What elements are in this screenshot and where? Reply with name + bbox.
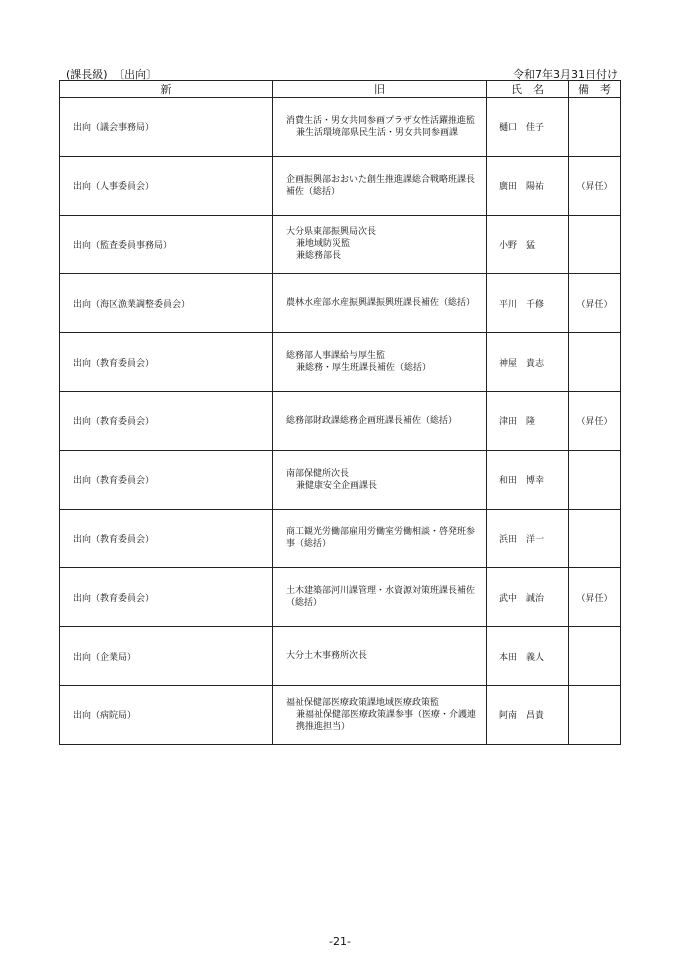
new-post-cell: 出向（人事委員会）: [60, 156, 273, 215]
person-name-cell: 樋口 佳子: [487, 98, 569, 157]
remarks-cell: （昇任）: [569, 274, 621, 333]
remarks-cell: （昇任）: [569, 156, 621, 215]
new-post-cell: 出向（企業局）: [60, 627, 273, 686]
remarks-cell: [569, 333, 621, 392]
table-row: [60, 333, 621, 392]
section-heading: (課長級) 〔出向〕: [66, 68, 158, 81]
remarks-cell: [569, 685, 621, 744]
remarks-cell: [569, 215, 621, 274]
table-row: [60, 156, 621, 215]
person-name-cell: 津田 隆: [487, 391, 569, 450]
person-name-cell: 神屋 貴志: [487, 333, 569, 392]
old-post-cell: [273, 215, 487, 274]
page-number: -21-: [329, 935, 351, 948]
table-row: [60, 627, 621, 686]
effective-date: 令和7年3月31日付け: [513, 68, 618, 81]
table-row: [60, 274, 621, 333]
old-post-cell: [273, 156, 487, 215]
person-name-cell: 阿南 昌貴: [487, 685, 569, 744]
old-post-line: 企画振興部おおいた創生推進課総合戦略班課長補佐（総括）: [286, 174, 476, 197]
old-post-line: 消費生活・男女共同参画プラザ女性活躍推進監: [286, 115, 476, 126]
table-row: [60, 98, 621, 157]
new-post-cell: 出向（病院局）: [60, 685, 273, 744]
new-post-cell: 出向（監査委員事務局）: [60, 215, 273, 274]
old-post-line: 兼生活環境部県民生活・男女共同参画課: [296, 127, 459, 138]
person-name-cell: 本田 義人: [487, 627, 569, 686]
table-row: [60, 391, 621, 450]
person-name-cell: 小野 猛: [487, 215, 569, 274]
table-row: [60, 215, 621, 274]
old-post-cell: [273, 274, 487, 333]
table-row: [60, 450, 621, 509]
table-header-row: [60, 81, 621, 98]
old-post-cell: [273, 450, 487, 509]
old-post-line: 兼健康安全企画課長: [296, 480, 378, 491]
old-post-line: 大分土木事務所次長: [286, 651, 368, 662]
old-post-line: 総務部人事課給与厚生監: [286, 351, 386, 362]
old-post-line: 福祉保健部医療政策課地域医療政策監: [286, 697, 440, 708]
new-post-cell: 出向（海区漁業調整委員会）: [60, 274, 273, 333]
column-header-name: 氏 名: [487, 81, 569, 98]
remarks-cell: （昇任）: [569, 391, 621, 450]
new-post-cell: 出向（教育委員会）: [60, 333, 273, 392]
remarks-cell: [569, 509, 621, 568]
remarks-cell: [569, 98, 621, 157]
remarks-cell: [569, 450, 621, 509]
table-row: [60, 509, 621, 568]
new-post-cell: 出向（教育委員会）: [60, 568, 273, 627]
column-header-note: 備 考: [569, 81, 621, 98]
new-post-cell: 出向（教育委員会）: [60, 450, 273, 509]
remarks-cell: （昇任）: [569, 568, 621, 627]
old-post-line: 兼地域防災監: [296, 239, 351, 250]
old-post-cell: [273, 98, 487, 157]
new-post-cell: 出向（議会事務局）: [60, 98, 273, 157]
column-header-new: 新: [60, 81, 273, 98]
old-post-cell: [273, 509, 487, 568]
person-name-cell: 和田 博幸: [487, 450, 569, 509]
person-name-cell: 平川 千修: [487, 274, 569, 333]
old-post-line: 商工観光労働部雇用労働室労働相談・啓発班参事（総括）: [286, 527, 476, 550]
old-post-line: 兼総務部長: [296, 251, 342, 262]
old-post-cell: [273, 627, 487, 686]
table-row: [60, 568, 621, 627]
old-post-line: 南部保健所次長: [286, 468, 350, 479]
person-name-cell: 浜田 洋一: [487, 509, 569, 568]
table-row: [60, 685, 621, 744]
old-post-line: 土木建築部河川課管理・水資源対策班課長補佐（総括）: [286, 586, 476, 609]
personnel-table: [59, 80, 621, 745]
old-post-line: 農林水産部水産振興課振興班課長補佐（総括）: [286, 298, 476, 309]
old-post-cell: [273, 568, 487, 627]
person-name-cell: 廣田 陽祐: [487, 156, 569, 215]
old-post-line: 兼総務・厚生班課長補佐（総括）: [296, 363, 432, 374]
new-post-cell: 出向（教育委員会）: [60, 509, 273, 568]
old-post-line: 総務部財政課総務企画班課長補佐（総括）: [286, 415, 458, 426]
old-post-cell: [273, 391, 487, 450]
column-header-old: 旧: [273, 81, 487, 98]
old-post-line: 兼福祉保健部医療政策課参事（医療・介護連携推進担当）: [296, 709, 477, 732]
new-post-cell: 出向（教育委員会）: [60, 391, 273, 450]
person-name-cell: 武中 誠治: [487, 568, 569, 627]
old-post-cell: [273, 333, 487, 392]
remarks-cell: [569, 627, 621, 686]
old-post-line: 大分県東部振興局次長: [286, 227, 377, 238]
old-post-cell: [273, 685, 487, 744]
table-body: [60, 98, 621, 745]
